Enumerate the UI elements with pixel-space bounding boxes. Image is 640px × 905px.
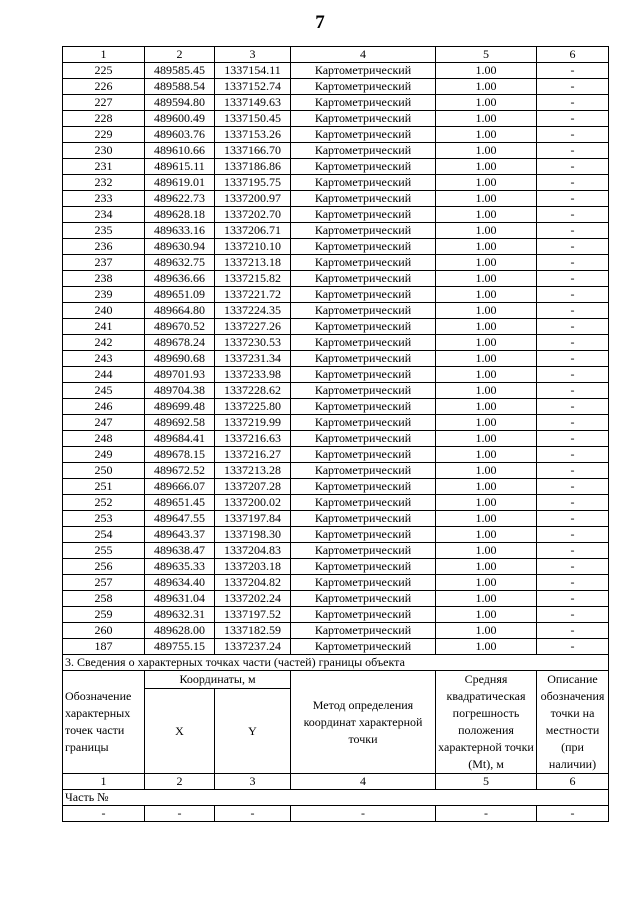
- table-cell: 489643.37: [145, 527, 215, 543]
- table-cell: -: [537, 191, 609, 207]
- table-cell: 1337198.30: [215, 527, 291, 543]
- table-cell: 230: [63, 143, 145, 159]
- table-cell: -: [537, 559, 609, 575]
- col-number: 1: [63, 774, 145, 790]
- table-cell: 1.00: [436, 367, 537, 383]
- table-cell: 489585.45: [145, 63, 215, 79]
- table-cell: -: [537, 287, 609, 303]
- table-row: [63, 527, 609, 543]
- table-cell: 236: [63, 239, 145, 255]
- table-cell: -: [537, 431, 609, 447]
- table-cell: -: [537, 271, 609, 287]
- table-cell: 1.00: [436, 271, 537, 287]
- table-cell: 489690.68: [145, 351, 215, 367]
- table-cell: Картометрический: [291, 495, 436, 511]
- table-row: [63, 207, 609, 223]
- table-row: [63, 575, 609, 591]
- table-cell: 1337149.63: [215, 95, 291, 111]
- table-cell: Картометрический: [291, 367, 436, 383]
- table-row: [63, 223, 609, 239]
- table-cell: 1337231.34: [215, 351, 291, 367]
- table-cell: 1337150.45: [215, 111, 291, 127]
- table-cell: 1337216.27: [215, 447, 291, 463]
- table-cell: -: [537, 415, 609, 431]
- table-cell: Картометрический: [291, 559, 436, 575]
- table-row: [63, 239, 609, 255]
- table-cell: 489651.45: [145, 495, 215, 511]
- table-cell: -: [537, 575, 609, 591]
- table-cell: 256: [63, 559, 145, 575]
- header-designation: Обозначение характерных точек части границы: [63, 671, 145, 774]
- col-number: 5: [436, 47, 537, 63]
- table-cell: 1.00: [436, 463, 537, 479]
- col-number: 1: [63, 47, 145, 63]
- table-cell: -: [537, 143, 609, 159]
- table-row: [63, 463, 609, 479]
- table-cell: 1337202.24: [215, 591, 291, 607]
- table-cell: 1.00: [436, 175, 537, 191]
- table-cell: 1.00: [436, 159, 537, 175]
- table-cell: -: [537, 255, 609, 271]
- table-cell: -: [537, 479, 609, 495]
- table-row: [63, 607, 609, 623]
- table-cell: -: [537, 367, 609, 383]
- table-cell: 489632.75: [145, 255, 215, 271]
- table-cell: -: [537, 639, 609, 655]
- coordinates-table: [62, 46, 609, 822]
- table-cell: 258: [63, 591, 145, 607]
- table-cell: 489631.04: [145, 591, 215, 607]
- table-cell: 1337202.70: [215, 207, 291, 223]
- table-cell: 1.00: [436, 447, 537, 463]
- table-row: [63, 495, 609, 511]
- empty-cell: -: [291, 806, 436, 822]
- table-cell: 245: [63, 383, 145, 399]
- table-row: [63, 95, 609, 111]
- table-cell: 489632.31: [145, 607, 215, 623]
- header-method: Метод определения координат характерной точки: [291, 671, 436, 774]
- table-row: [63, 479, 609, 495]
- table-row: [63, 335, 609, 351]
- table-cell: -: [537, 607, 609, 623]
- table-cell: 232: [63, 175, 145, 191]
- col-number: 2: [145, 774, 215, 790]
- table-cell: 1337206.71: [215, 223, 291, 239]
- table-cell: 240: [63, 303, 145, 319]
- table-cell: 1337152.74: [215, 79, 291, 95]
- table-cell: Картометрический: [291, 399, 436, 415]
- table-cell: Картометрический: [291, 543, 436, 559]
- table-row: [63, 191, 609, 207]
- table-row: [63, 623, 609, 639]
- table-row: [63, 63, 609, 79]
- table-cell: 249: [63, 447, 145, 463]
- table-cell: 1.00: [436, 319, 537, 335]
- table-row: [63, 287, 609, 303]
- section3-column-number-row: [63, 774, 609, 790]
- table-cell: 1337227.26: [215, 319, 291, 335]
- table-cell: 227: [63, 95, 145, 111]
- table-cell: Картометрический: [291, 623, 436, 639]
- table-cell: 489701.93: [145, 367, 215, 383]
- table-cell: Картометрический: [291, 527, 436, 543]
- table-cell: 1337154.11: [215, 63, 291, 79]
- table-row: [63, 271, 609, 287]
- table-cell: 489678.15: [145, 447, 215, 463]
- table-cell: Картометрический: [291, 271, 436, 287]
- page-number: 7: [315, 12, 325, 33]
- table-cell: Картометрический: [291, 431, 436, 447]
- table-cell: -: [537, 63, 609, 79]
- table-cell: 1.00: [436, 607, 537, 623]
- table-cell: 489666.07: [145, 479, 215, 495]
- table-cell: 489615.11: [145, 159, 215, 175]
- table-cell: 1337166.70: [215, 143, 291, 159]
- table-cell: 1337207.28: [215, 479, 291, 495]
- table-cell: 226: [63, 79, 145, 95]
- table-cell: 254: [63, 527, 145, 543]
- table-cell: Картометрический: [291, 335, 436, 351]
- table-cell: 242: [63, 335, 145, 351]
- table-cell: -: [537, 591, 609, 607]
- table-cell: -: [537, 623, 609, 639]
- table-cell: 489636.66: [145, 271, 215, 287]
- table-cell: 489622.73: [145, 191, 215, 207]
- table-cell: 489600.49: [145, 111, 215, 127]
- table-cell: 233: [63, 191, 145, 207]
- table-cell: 1337219.99: [215, 415, 291, 431]
- table-cell: 489594.80: [145, 95, 215, 111]
- empty-row: [63, 806, 609, 822]
- table-row: [63, 159, 609, 175]
- table-row: [63, 175, 609, 191]
- table-cell: 1337153.26: [215, 127, 291, 143]
- header-description: Описание обозначения точки на местности (при наличии): [537, 671, 609, 774]
- section3-header-row-1: [63, 671, 609, 689]
- table-cell: 1337200.02: [215, 495, 291, 511]
- empty-cell: -: [145, 806, 215, 822]
- table-cell: -: [537, 495, 609, 511]
- table-cell: Картометрический: [291, 95, 436, 111]
- table-cell: 248: [63, 431, 145, 447]
- table-cell: -: [537, 127, 609, 143]
- table-cell: 489633.16: [145, 223, 215, 239]
- table-cell: Картометрический: [291, 607, 436, 623]
- table-cell: 1.00: [436, 191, 537, 207]
- table-row: [63, 399, 609, 415]
- table-cell: 489678.24: [145, 335, 215, 351]
- table-cell: Картометрический: [291, 511, 436, 527]
- table-cell: -: [537, 351, 609, 367]
- table-cell: 252: [63, 495, 145, 511]
- table-row: [63, 143, 609, 159]
- table-cell: Картометрический: [291, 479, 436, 495]
- table-cell: Картометрический: [291, 415, 436, 431]
- table-cell: 246: [63, 399, 145, 415]
- table-cell: 1.00: [436, 223, 537, 239]
- col-number: 3: [215, 47, 291, 63]
- col-number: 2: [145, 47, 215, 63]
- table-cell: 1.00: [436, 383, 537, 399]
- table-cell: 1337200.97: [215, 191, 291, 207]
- table-cell: 489755.15: [145, 639, 215, 655]
- col-number: 4: [291, 774, 436, 790]
- table-cell: Картометрический: [291, 639, 436, 655]
- table-cell: Картометрический: [291, 351, 436, 367]
- table-cell: 489588.54: [145, 79, 215, 95]
- table-row: [63, 367, 609, 383]
- table-cell: 489651.09: [145, 287, 215, 303]
- table-cell: Картометрический: [291, 63, 436, 79]
- empty-cell: -: [215, 806, 291, 822]
- table-row: [63, 303, 609, 319]
- table-cell: 1337197.84: [215, 511, 291, 527]
- table-cell: 1337228.62: [215, 383, 291, 399]
- table-row: [63, 319, 609, 335]
- table-cell: 1337221.72: [215, 287, 291, 303]
- table-cell: 489619.01: [145, 175, 215, 191]
- table-cell: 1.00: [436, 559, 537, 575]
- table-cell: Картометрический: [291, 223, 436, 239]
- header-y: Y: [215, 689, 291, 774]
- table-cell: -: [537, 511, 609, 527]
- table-cell: Картометрический: [291, 111, 436, 127]
- table-cell: 1337204.83: [215, 543, 291, 559]
- table-cell: 489635.33: [145, 559, 215, 575]
- table-cell: 1.00: [436, 207, 537, 223]
- table-row: [63, 79, 609, 95]
- table-cell: 1.00: [436, 335, 537, 351]
- table-row: [63, 431, 609, 447]
- header-coords: Координаты, м: [145, 671, 291, 689]
- table-cell: 489672.52: [145, 463, 215, 479]
- table-cell: 255: [63, 543, 145, 559]
- col-number: 3: [215, 774, 291, 790]
- table-cell: 1337204.82: [215, 575, 291, 591]
- table-cell: -: [537, 303, 609, 319]
- table-cell: Картометрический: [291, 255, 436, 271]
- table-cell: 1.00: [436, 63, 537, 79]
- table-cell: -: [537, 239, 609, 255]
- table-cell: 234: [63, 207, 145, 223]
- empty-cell: -: [436, 806, 537, 822]
- column-number-row: [63, 47, 609, 63]
- table-cell: -: [537, 463, 609, 479]
- col-number: 4: [291, 47, 436, 63]
- table-cell: 1.00: [436, 575, 537, 591]
- table-row: [63, 127, 609, 143]
- part-label: Часть №: [63, 790, 609, 806]
- table-cell: 489603.76: [145, 127, 215, 143]
- table-cell: 1.00: [436, 95, 537, 111]
- section3-title: 3. Сведения о характерных точках части (частей) границы объекта: [63, 655, 609, 671]
- table-cell: 1337195.75: [215, 175, 291, 191]
- table-cell: -: [537, 111, 609, 127]
- table-row: [63, 511, 609, 527]
- header-accuracy: Средняя квадратическая погрешность положения характерной точки (Mt), м: [436, 671, 537, 774]
- table-cell: -: [537, 223, 609, 239]
- table-cell: 489647.55: [145, 511, 215, 527]
- table-cell: 1.00: [436, 351, 537, 367]
- empty-cell: -: [537, 806, 609, 822]
- table-cell: Картометрический: [291, 319, 436, 335]
- table-cell: 259: [63, 607, 145, 623]
- table-cell: 243: [63, 351, 145, 367]
- table-cell: 1337224.35: [215, 303, 291, 319]
- table-cell: 238: [63, 271, 145, 287]
- table-cell: 239: [63, 287, 145, 303]
- table-cell: 1.00: [436, 511, 537, 527]
- table-cell: 1337186.86: [215, 159, 291, 175]
- table-cell: -: [537, 207, 609, 223]
- table-cell: 1337213.18: [215, 255, 291, 271]
- table-cell: 1337210.10: [215, 239, 291, 255]
- table-cell: 1337237.24: [215, 639, 291, 655]
- table-cell: 489610.66: [145, 143, 215, 159]
- table-cell: -: [537, 79, 609, 95]
- table-cell: 251: [63, 479, 145, 495]
- table-cell: 1.00: [436, 127, 537, 143]
- table-cell: Картометрический: [291, 239, 436, 255]
- table-cell: 247: [63, 415, 145, 431]
- table-cell: Картометрический: [291, 79, 436, 95]
- table-cell: 237: [63, 255, 145, 271]
- table-cell: -: [537, 527, 609, 543]
- table-cell: 250: [63, 463, 145, 479]
- table-cell: 1.00: [436, 79, 537, 95]
- table-row: [63, 351, 609, 367]
- table-cell: 1337230.53: [215, 335, 291, 351]
- table-cell: Картометрический: [291, 463, 436, 479]
- part-label-row: [63, 790, 609, 806]
- table-cell: 244: [63, 367, 145, 383]
- table-cell: -: [537, 335, 609, 351]
- table-cell: 257: [63, 575, 145, 591]
- table-row: [63, 383, 609, 399]
- table-cell: 231: [63, 159, 145, 175]
- section3-title-row: [63, 655, 609, 671]
- table-cell: 1337182.59: [215, 623, 291, 639]
- table-cell: 1.00: [436, 415, 537, 431]
- table-cell: Картометрический: [291, 287, 436, 303]
- table-cell: 489670.52: [145, 319, 215, 335]
- table-cell: 1.00: [436, 527, 537, 543]
- table-cell: 489692.58: [145, 415, 215, 431]
- table-row: [63, 447, 609, 463]
- table-cell: Картометрический: [291, 591, 436, 607]
- table-cell: 489704.38: [145, 383, 215, 399]
- table-cell: 260: [63, 623, 145, 639]
- table-cell: 228: [63, 111, 145, 127]
- table-cell: 1.00: [436, 399, 537, 415]
- table-cell: -: [537, 447, 609, 463]
- table-row: [63, 639, 609, 655]
- table-cell: Картометрический: [291, 575, 436, 591]
- table-cell: Картометрический: [291, 127, 436, 143]
- table-cell: -: [537, 175, 609, 191]
- table-cell: 1.00: [436, 303, 537, 319]
- table-cell: Картометрический: [291, 447, 436, 463]
- table-cell: 1.00: [436, 591, 537, 607]
- table-cell: 225: [63, 63, 145, 79]
- col-number: 6: [537, 774, 609, 790]
- table-row: [63, 543, 609, 559]
- table-cell: 1.00: [436, 479, 537, 495]
- table-cell: 1.00: [436, 287, 537, 303]
- table-cell: 229: [63, 127, 145, 143]
- table-cell: Картометрический: [291, 191, 436, 207]
- table-cell: Картометрический: [291, 159, 436, 175]
- table-cell: 1.00: [436, 143, 537, 159]
- table-cell: 1.00: [436, 111, 537, 127]
- table-cell: 1.00: [436, 255, 537, 271]
- table-cell: Картометрический: [291, 175, 436, 191]
- table-cell: 1337233.98: [215, 367, 291, 383]
- table-cell: 241: [63, 319, 145, 335]
- empty-cell: -: [63, 806, 145, 822]
- table-cell: Картометрический: [291, 143, 436, 159]
- table-cell: 1.00: [436, 495, 537, 511]
- table-row: [63, 559, 609, 575]
- table-cell: 1337225.80: [215, 399, 291, 415]
- table-cell: Картометрический: [291, 303, 436, 319]
- col-number: 5: [436, 774, 537, 790]
- table-cell: 1.00: [436, 623, 537, 639]
- table-cell: 1.00: [436, 543, 537, 559]
- table-cell: 1337197.52: [215, 607, 291, 623]
- table-row: [63, 415, 609, 431]
- table-cell: Картометрический: [291, 207, 436, 223]
- table-cell: 1.00: [436, 239, 537, 255]
- table-cell: 235: [63, 223, 145, 239]
- table-cell: 489699.48: [145, 399, 215, 415]
- table-cell: -: [537, 159, 609, 175]
- table-cell: -: [537, 383, 609, 399]
- header-x: X: [145, 689, 215, 774]
- table-cell: 489634.40: [145, 575, 215, 591]
- table-cell: 489628.18: [145, 207, 215, 223]
- table-cell: 489664.80: [145, 303, 215, 319]
- table-cell: 1337216.63: [215, 431, 291, 447]
- table-cell: 253: [63, 511, 145, 527]
- table-cell: -: [537, 319, 609, 335]
- table-cell: 187: [63, 639, 145, 655]
- table-row: [63, 111, 609, 127]
- table-cell: 1337215.82: [215, 271, 291, 287]
- table-cell: 489684.41: [145, 431, 215, 447]
- table-cell: 1.00: [436, 431, 537, 447]
- table-cell: Картометрический: [291, 383, 436, 399]
- table-cell: -: [537, 543, 609, 559]
- table-cell: 1337213.28: [215, 463, 291, 479]
- col-number: 6: [537, 47, 609, 63]
- table-cell: 489628.00: [145, 623, 215, 639]
- table-cell: 1.00: [436, 639, 537, 655]
- table-row: [63, 255, 609, 271]
- table-row: [63, 591, 609, 607]
- table-cell: 1337203.18: [215, 559, 291, 575]
- table-cell: 489630.94: [145, 239, 215, 255]
- table-cell: -: [537, 95, 609, 111]
- table-cell: -: [537, 399, 609, 415]
- table-cell: 489638.47: [145, 543, 215, 559]
